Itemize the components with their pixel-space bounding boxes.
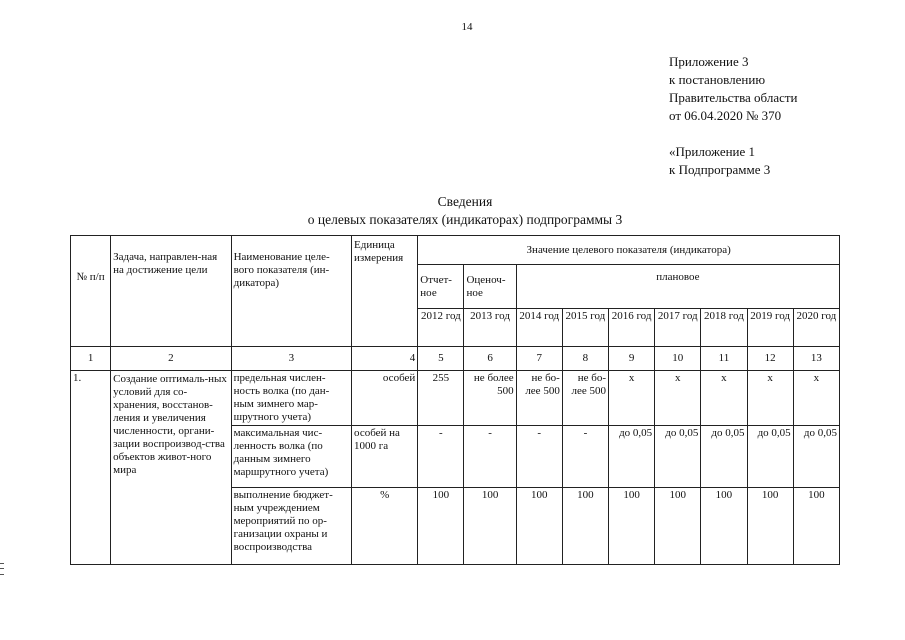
title-line2: о целевых показателях (индикаторах) подпрограммы 3 [307, 212, 623, 227]
indicator-unit: % [352, 488, 418, 565]
value-2014: не бо-лее 500 [516, 371, 562, 426]
table-row [71, 371, 840, 426]
scan-edge-mark [0, 568, 4, 569]
header-unit: Единица измерения [352, 236, 418, 347]
header-num: № п/п [71, 236, 111, 347]
value-2016: до 0,05 [609, 426, 655, 488]
value-2015: 100 [562, 488, 608, 565]
header-year-2016: 2016 год [609, 309, 655, 347]
header-year-2018: 2018 год [701, 309, 747, 347]
column-number: 11 [701, 347, 747, 371]
value-2020: х [793, 371, 839, 426]
value-2013: не более 500 [464, 371, 516, 426]
column-number: 10 [655, 347, 701, 371]
value-2020: до 0,05 [793, 426, 839, 488]
column-number: 3 [231, 347, 351, 371]
column-number: 2 [111, 347, 231, 371]
value-2013: - [464, 426, 516, 488]
appendix-3-line2: к постановлению [669, 72, 766, 87]
value-2014: 100 [516, 488, 562, 565]
column-number: 9 [609, 347, 655, 371]
value-2016: х [609, 371, 655, 426]
header-row-1 [71, 236, 840, 265]
header-year-2014: 2014 год [516, 309, 562, 347]
value-2012: 100 [418, 488, 464, 565]
appendix-3-line3: Правительства области [669, 90, 798, 105]
value-2015: не бо-лее 500 [562, 371, 608, 426]
value-2013: 100 [464, 488, 516, 565]
column-number: 12 [747, 347, 793, 371]
scan-edge-mark [0, 574, 4, 575]
task-number: 1. [71, 371, 111, 565]
header-task: Задача, направлен-ная на достижение цели [111, 236, 231, 347]
column-number: 4 [352, 347, 418, 371]
appendix-header [669, 53, 798, 179]
column-number: 1 [71, 347, 111, 371]
value-2019: х [747, 371, 793, 426]
value-2018: до 0,05 [701, 426, 747, 488]
column-number: 6 [464, 347, 516, 371]
header-year-2012: 2012 год [418, 309, 464, 347]
value-2018: х [701, 371, 747, 426]
indicator-name: предельная числен-ность волка (по дан-ным зимнего мар-шрутного учета) [231, 371, 351, 426]
value-2012: - [418, 426, 464, 488]
header-year-2020: 2020 год [793, 309, 839, 347]
value-2017: х [655, 371, 701, 426]
header-year-2017: 2017 год [655, 309, 701, 347]
value-2019: 100 [747, 488, 793, 565]
column-number: 13 [793, 347, 839, 371]
value-2020: 100 [793, 488, 839, 565]
appendix-3-line4: от 06.04.2020 № 370 [669, 108, 782, 123]
header-year-2013: 2013 год [464, 309, 516, 347]
appendix-1-line2: к Подпрограмме 3 [669, 162, 771, 177]
value-2016: 100 [609, 488, 655, 565]
header-year-2015: 2015 год [562, 309, 608, 347]
value-2019: до 0,05 [747, 426, 793, 488]
value-2014: - [516, 426, 562, 488]
value-2015: - [562, 426, 608, 488]
indicator-name: максимальная чис-ленность волка (по данным зимнего маршрутного учета) [231, 426, 351, 488]
value-2018: 100 [701, 488, 747, 565]
value-2017: 100 [655, 488, 701, 565]
indicator-unit: особей [352, 371, 418, 426]
header-estimated: Оценоч-ное [464, 265, 516, 309]
page-number: 14 [461, 21, 473, 33]
indicator-name: выполнение бюджет-ным учреждением мероприятий по ор-ганизации охраны и воспроизводства [231, 488, 351, 565]
appendix-1-line1: «Приложение 1 [669, 144, 756, 159]
scan-edge-mark [0, 563, 4, 564]
header-planned: плановое [516, 265, 839, 309]
indicator-unit: особей на 1000 га [352, 426, 418, 488]
header-reported: Отчет-ное [418, 265, 464, 309]
column-number: 8 [562, 347, 608, 371]
indicators-table [70, 235, 840, 565]
appendix-3-line1: Приложение 3 [669, 54, 749, 69]
header-year-2019: 2019 год [747, 309, 793, 347]
title-line1: Сведения [437, 194, 493, 209]
header-indicator-name: Наименование целе-вого показателя (ин-дикатора) [231, 236, 351, 347]
document-title [255, 193, 675, 229]
column-number: 7 [516, 347, 562, 371]
column-number-row [71, 347, 840, 371]
task-text: Создание оптималь-ных условий для со-хранения, восстанов-ления и увеличения численности, органи-зации воспроизвод-ства объектов живот-ного мира [111, 371, 231, 565]
column-number: 5 [418, 347, 464, 371]
header-value-group: Значение целевого показателя (индикатора) [418, 236, 840, 265]
value-2017: до 0,05 [655, 426, 701, 488]
value-2012: 255 [418, 371, 464, 426]
